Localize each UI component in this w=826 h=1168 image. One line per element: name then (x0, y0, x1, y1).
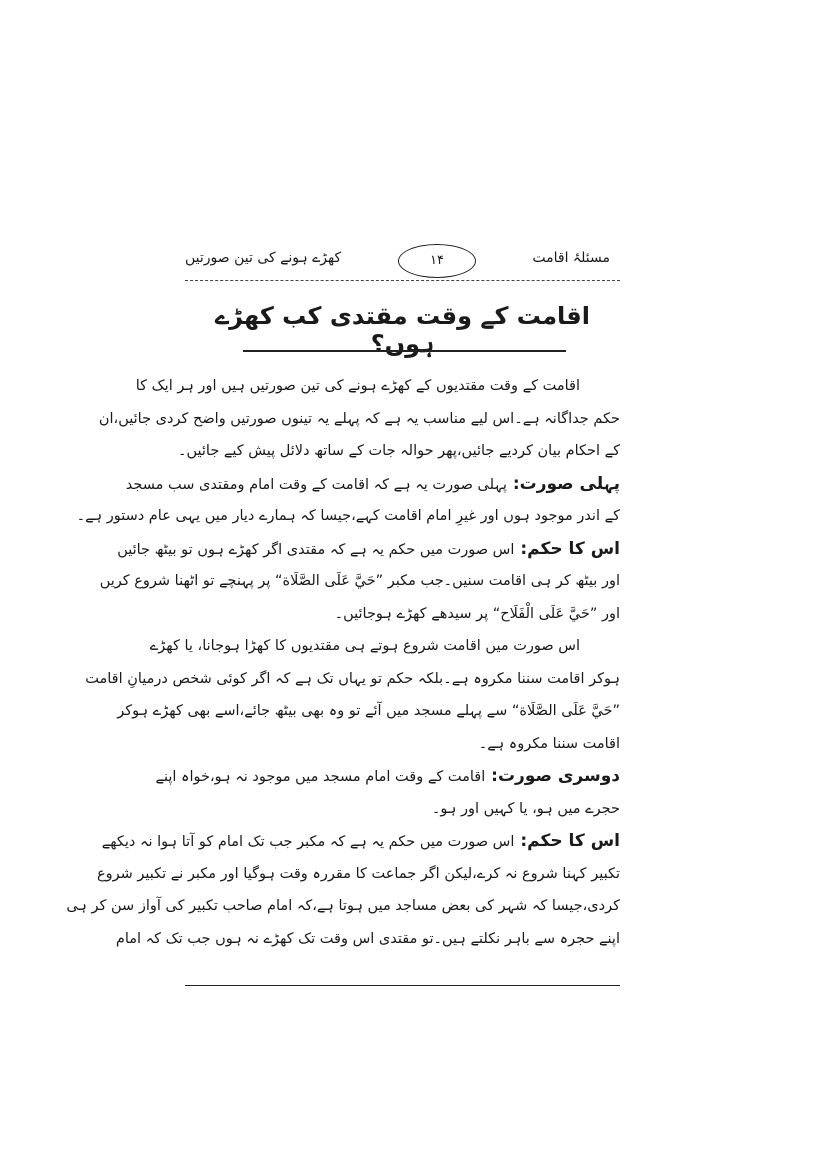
running-header-book-title: مسئلۂ اقامت (532, 250, 610, 266)
line-text: تکبیر کہنا شروع نہ کرے،لیکن اگر جماعت کا مقررہ وقت ہوگیا اور مکبر نے تکبیر شروع (96, 865, 620, 882)
line-text: کردی،جیسا کہ شہر کی بعض مساجد میں ہوتا ہے،کہ امام صاحب تکبیر کی آواز سن کر ہی (66, 898, 620, 914)
text-line (185, 793, 620, 826)
text-line (66, 890, 620, 923)
text-line (85, 663, 620, 696)
text-line (185, 598, 620, 631)
header-divider (185, 280, 620, 281)
paragraph-label: دوسری صورت: (485, 766, 620, 786)
line-text: ہوکر اقامت سننا مکروہ ہے۔بلکہ حکم تو یہاں تک ہے کہ اگر کوئی شخص درمیانِ اقامت (85, 670, 620, 687)
line-text: اقامت کے وقت مقتدیوں کے کھڑے ہونے کی تین صورتیں ہیں اور ہر ایک کا (135, 378, 580, 394)
running-header-chapter-title: کھڑے ہونے کی تین صورتیں (185, 250, 342, 266)
text-line (96, 858, 620, 891)
text-line (76, 500, 620, 533)
text-line (115, 923, 620, 956)
line-text: کے احکام بیان کردیے جائیں،پھر حوالہ جات کے ساتھ دلائل پیش کیے جائیں۔ (177, 443, 620, 459)
body-text (66, 370, 620, 955)
paragraph-label: پہلی صورت: (506, 473, 620, 494)
line-text: کے اندر موجود ہوں اور غیرِ امام اقامت کہے،جیسا کہ ہمارے دیار میں یہی عام دستور ہے۔ (76, 508, 620, 524)
text-line (117, 533, 620, 566)
paragraph-label: اس کا حکم: (514, 538, 620, 559)
paragraph-label: اس کا حکم: (514, 831, 620, 851)
line-text: حجرے میں ہو، یا کہیں اور ہو۔ (431, 800, 620, 817)
text-line (125, 468, 620, 501)
text-line (101, 825, 620, 858)
line-text: اور بیٹھ کر ہی اقامت سنیں۔جب مکبر ”حَيَّ عَلَی الصَّلَاة“ پر پہنچے تو اٹھنا شروع کریں (99, 573, 620, 589)
page-number: ۱۴ (398, 244, 476, 278)
line-text: اقامت سننا مکروہ ہے۔ (478, 735, 620, 752)
text-line (98, 403, 620, 436)
line-text: اس صورت میں حکم یہ ہے کہ مکبر جب تک امام کو آتا ہوا نہ دیکھے (101, 834, 515, 850)
text-line (99, 565, 620, 598)
line-text: اپنے حجرہ سے باہر نکلتے ہیں۔تو مقتدی اس وقت تک کھڑے نہ ہوں جب تک کہ امام (115, 930, 620, 947)
text-line (155, 760, 620, 793)
title-underline (243, 350, 566, 352)
line-text: حکم جداگانہ ہے۔اس لیے مناسب یہ ہے کہ پہلے یہ تینوں صورتیں واضح کردی جائیں،ان (98, 410, 620, 427)
section-title: اقامت کے وقت مقتدی کب کھڑے ہوں؟ (215, 302, 590, 358)
line-text: پہلی صورت یہ ہے کہ اقامت کے وقت امام ومقتدی سب مسجد (125, 476, 507, 493)
text-line (185, 728, 620, 761)
line-text: اور ”حَيَّ عَلَی الْفَلَاح“ پر سیدھے کھڑے ہوجائیں۔ (334, 605, 620, 622)
text-line (135, 370, 620, 403)
line-text: اس صورت میں اقامت شروع ہوتے ہی مقتدیوں کا کھڑا ہوجانا، یا کھڑے (149, 638, 580, 654)
line-text: اس صورت میں حکم یہ ہے کہ مقتدی اگر کھڑے ہوں تو بیٹھ جائیں (117, 541, 515, 558)
line-text: اقامت کے وقت امام مسجد میں موجود نہ ہو،خواہ اپنے (155, 769, 486, 785)
text-line (117, 695, 620, 728)
text-line (177, 435, 620, 468)
footer-divider (185, 985, 620, 986)
line-text: ”حَيَّ عَلَی الصَّلَاة“ سے پہلے مسجد میں آئے تو وہ بھی بیٹھ جائے،اسے بھی کھڑے ہوکر (117, 703, 620, 719)
text-line (149, 630, 620, 663)
